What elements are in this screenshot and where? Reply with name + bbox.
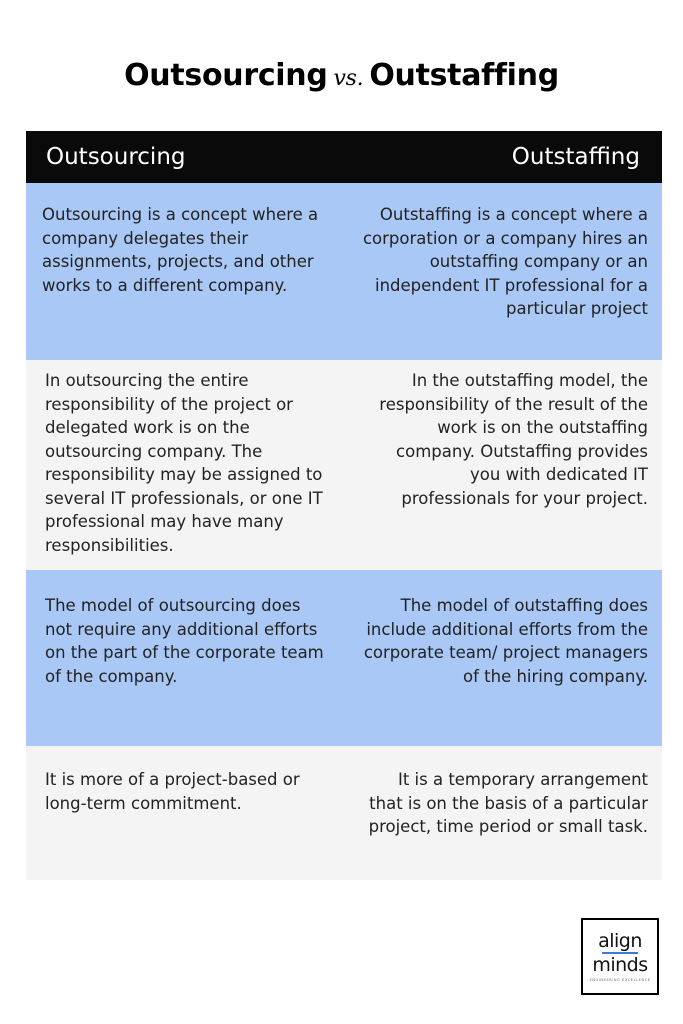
table-row (26, 360, 662, 570)
cell-outsourcing: The model of outsourcing does not require any additional efforts on the part of the corporate team of the company. (45, 596, 324, 686)
cell-outsourcing: It is more of a project-based or long-term commitment. (45, 770, 300, 813)
cell-outstaffing: It is a temporary arrangement that is on the basis of a particular project, time period or small task. (368, 770, 648, 836)
table-row (26, 570, 662, 746)
cell-outstaffing: Outstaffing is a concept where a corporation or a company hires an outstaffing company or an independent IT professional for a particular project (362, 205, 648, 318)
alignminds-logo (581, 918, 659, 995)
table-header (26, 131, 662, 183)
cell-outstaffing: The model of outstaffing does include additional efforts from the corporate team/ project managers of the hiring company. (363, 596, 648, 686)
table-row (26, 183, 662, 360)
cell-outsourcing: Outsourcing is a concept where a company delegates their assignments, projects, and other works to a different company. (42, 205, 319, 295)
logo-word-minds: minds (592, 954, 648, 976)
title-right: Outstaffing (369, 58, 559, 93)
logo-tagline: ENGINEERING EXCELLENCE (589, 978, 651, 982)
cell-outstaffing: In the outstaffing model, the responsibility of the result of the work is on the outstaffing company. Outstaffing provides you with dedicated IT professionals for your project. (379, 371, 648, 508)
comparison-table (26, 131, 662, 880)
logo-word-align: align (598, 930, 642, 952)
title-left: Outsourcing (124, 58, 328, 93)
title-vs: vs. (333, 66, 364, 91)
table-row (26, 746, 662, 880)
header-outstaffing: Outstaffing (511, 144, 640, 170)
header-outsourcing: Outsourcing (46, 144, 186, 170)
cell-outsourcing: In outsourcing the entire responsibility of the project or delegated work is on the outsourcing company. The responsibility may be assigned to several IT professionals, or one IT professional may have many responsibilities. (45, 371, 323, 555)
page-title (0, 58, 683, 93)
